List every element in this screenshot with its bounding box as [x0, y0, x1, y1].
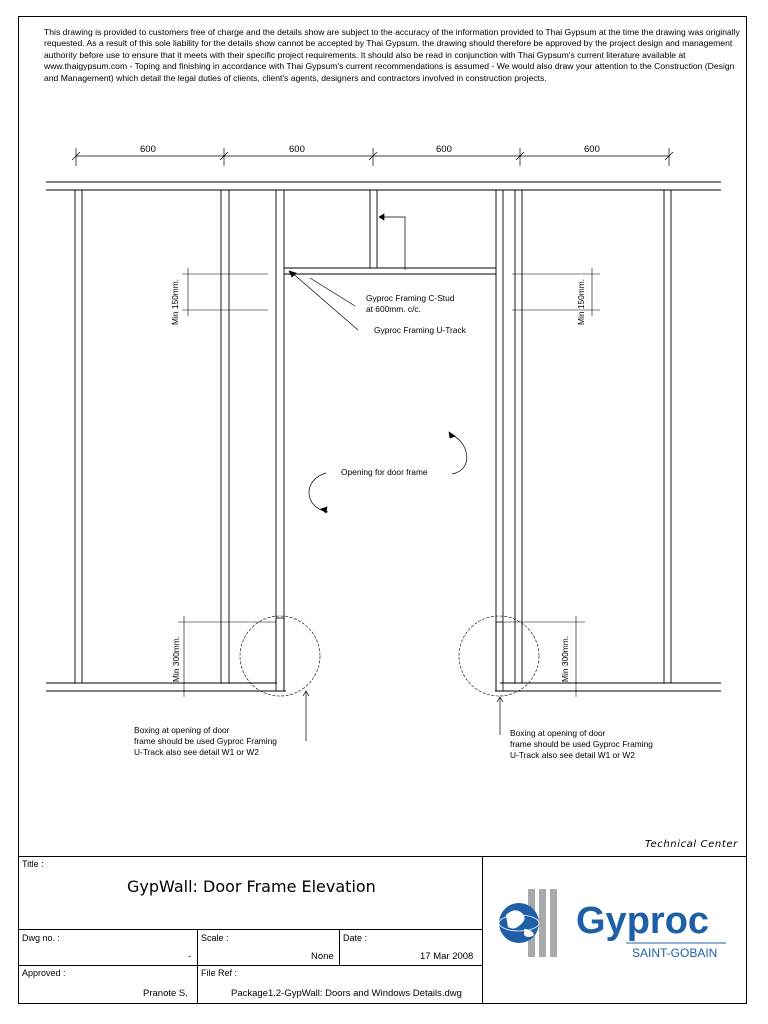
min300-left-label: Min 300mm.: [171, 635, 181, 682]
logo-sub-text: SAINT-GOBAIN: [632, 946, 718, 960]
title-label: Title :: [22, 859, 44, 869]
dwg-no-value: -: [188, 951, 192, 962]
boxing-left-line2: frame should be used Gyproc Framing: [134, 736, 277, 746]
approved-value: Pranote S.: [143, 988, 188, 999]
u-track-label: Gyproc Framing U-Track: [374, 325, 466, 335]
drawing-title: GypWall: Door Frame Elevation: [127, 877, 376, 896]
file-ref-value: Package1.2-GypWall: Doors and Windows Details.dwg: [231, 988, 462, 999]
min150-left-label: Min 150mm.: [170, 278, 180, 325]
opening-label: Opening for door frame: [341, 467, 428, 477]
scale-value: None: [311, 951, 334, 962]
boxing-right-line1: Boxing at opening of door: [510, 728, 606, 738]
gyproc-logo-graphic: [494, 885, 734, 965]
top-u-track: [46, 182, 721, 190]
logo-brand-text: Gyproc: [576, 900, 710, 942]
boxing-right-line2: frame should be used Gyproc Framing: [510, 739, 653, 749]
boxing-blocks: [276, 618, 503, 691]
dimension-600-4: 600: [584, 144, 600, 155]
boxing-left-line3: U-Track also see detail W1 or W2: [134, 747, 259, 757]
min150-right-label: Min 150mm.: [576, 278, 586, 325]
gyproc-logo: [494, 885, 734, 965]
dimension-600-2: 600: [289, 144, 305, 155]
bottom-u-track: [46, 683, 721, 691]
title-block-col-rule-2: [339, 929, 340, 965]
title-block-top-rule: [18, 856, 747, 857]
boxing-left-line1: Boxing at opening of door: [134, 725, 230, 735]
dimension-600-3: 600: [436, 144, 452, 155]
disclaimer-text: This drawing is provided to customers free of charge and the details show are subject to the accuracy of the information provided to Thai Gypsum at the time the drawing was originally requested. As a result of this sole liability for the details show cannot be accepted by Thai Gypsum. the drawing should therefore be approved by the project design and management authority before use to ensure that it meets with their specific project requirements. It should also be read in conjunction with Thai Gypsum's current literature available at www.thaigypsum.com - Toping and finishing in accordance with Thai Gypsum's current recommendations is assumed - We would also draw your attention to the Construction (Design and Management) which detail the legal duties of clients, client's agents, designers and contractors involved in construction projects.: [44, 27, 740, 83]
file-ref-label: File Ref :: [201, 968, 238, 978]
date-value: 17 Mar 2008: [420, 951, 474, 962]
boxing-right-line3: U-Track also see detail W1 or W2: [510, 750, 635, 760]
globe-icon: [499, 903, 539, 943]
detail-circles: [240, 616, 539, 696]
title-block-row-rule-2: [18, 965, 482, 966]
door-head-u-track: [284, 268, 496, 274]
min300-dimension: [178, 616, 585, 697]
title-block-logo-divider: [482, 856, 483, 1004]
date-label: Date :: [343, 933, 368, 943]
c-stud-label-line2: at 600mm. c/c.: [366, 304, 421, 314]
title-block-col-rule-1: [197, 929, 198, 1004]
c-studs: [75, 190, 671, 691]
approved-label: Approved :: [22, 968, 66, 978]
technical-center-label: Technical Center: [645, 839, 738, 850]
dimension-line: [72, 148, 673, 166]
title-block-row-rule-1: [18, 929, 482, 930]
min300-right-label: Min 300mm.: [560, 635, 570, 682]
scale-label: Scale :: [201, 933, 229, 943]
dwg-no-label: Dwg no. :: [22, 933, 61, 943]
dimension-600-1: 600: [140, 144, 156, 155]
c-stud-label-line1: Gyproc Framing C-Stud: [366, 293, 455, 303]
